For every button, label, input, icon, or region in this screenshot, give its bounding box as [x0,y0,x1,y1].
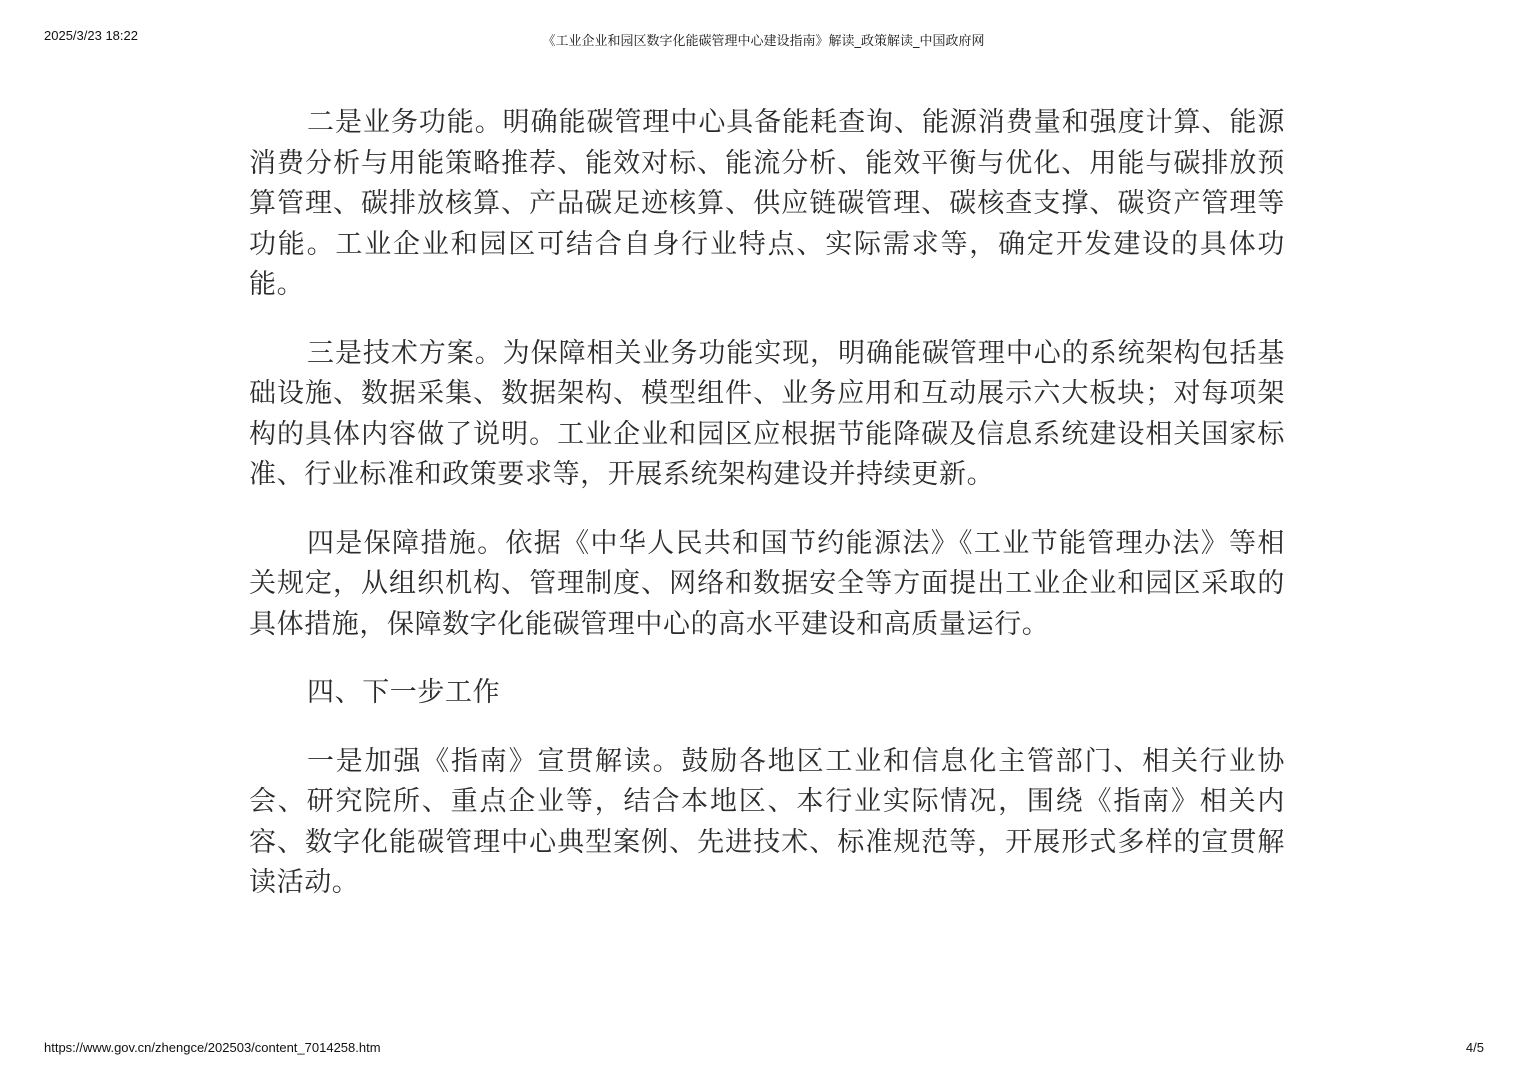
page-url: https://www.gov.cn/zhengce/202503/content_7014258.htm [44,1040,381,1055]
article-body [249,103,1285,932]
page-number: 4/5 [1465,1040,1484,1055]
paragraph-safeguards: 四是保障措施。依据《中华人民共和国节约能源法》《工业节能管理办法》等相关规定，从组织机构、管理制度、网络和数据安全等方面提出工业企业和园区采取的具体措施，保障数字化能碳管理中心的高水平建设和高质量运行。 [249,527,1285,640]
print-datetime: 2025/3/23 18:22 [44,28,138,43]
paragraph-business-functions: 二是业务功能。明确能碳管理中心具备能耗查询、能源消费量和强度计算、能源消费分析与用能策略推荐、能效对标、能流分析、能效平衡与优化、用能与碳排放预算管理、碳排放核算、产品碳足迹核算、供应链碳管理、碳核查支撑、碳资产管理等功能。工业企业和园区可结合自身行业特点、实际需求等，确定开发建设的具体功能。 [249,107,1285,300]
section-heading-next-steps: 四、下一步工作 [307,677,501,708]
paragraph-technical-plan: 三是技术方案。为保障相关业务功能实现，明确能碳管理中心的系统架构包括基础设施、数据采集、数据架构、模型组件、业务应用和互动展示六大板块；对每项架构的具体内容做了说明。工业企业和园区应根据节能降碳及信息系统建设相关国家标准、行业标准和政策要求等，开展系统架构建设并持续更新。 [249,337,1285,490]
paragraph-promotion: 一是加强《指南》宣贯解读。鼓励各地区工业和信息化主管部门、相关行业协会、研究院所、重点企业等，结合本地区、本行业实际情况，围绕《指南》相关内容、数字化能碳管理中心典型案例、先进技术、标准规范等，开展形式多样的宣贯解读活动。 [249,745,1285,898]
page-title: 《工业企业和园区数字化能碳管理中心建设指南》解读_政策解读_中国政府网 [542,34,985,49]
